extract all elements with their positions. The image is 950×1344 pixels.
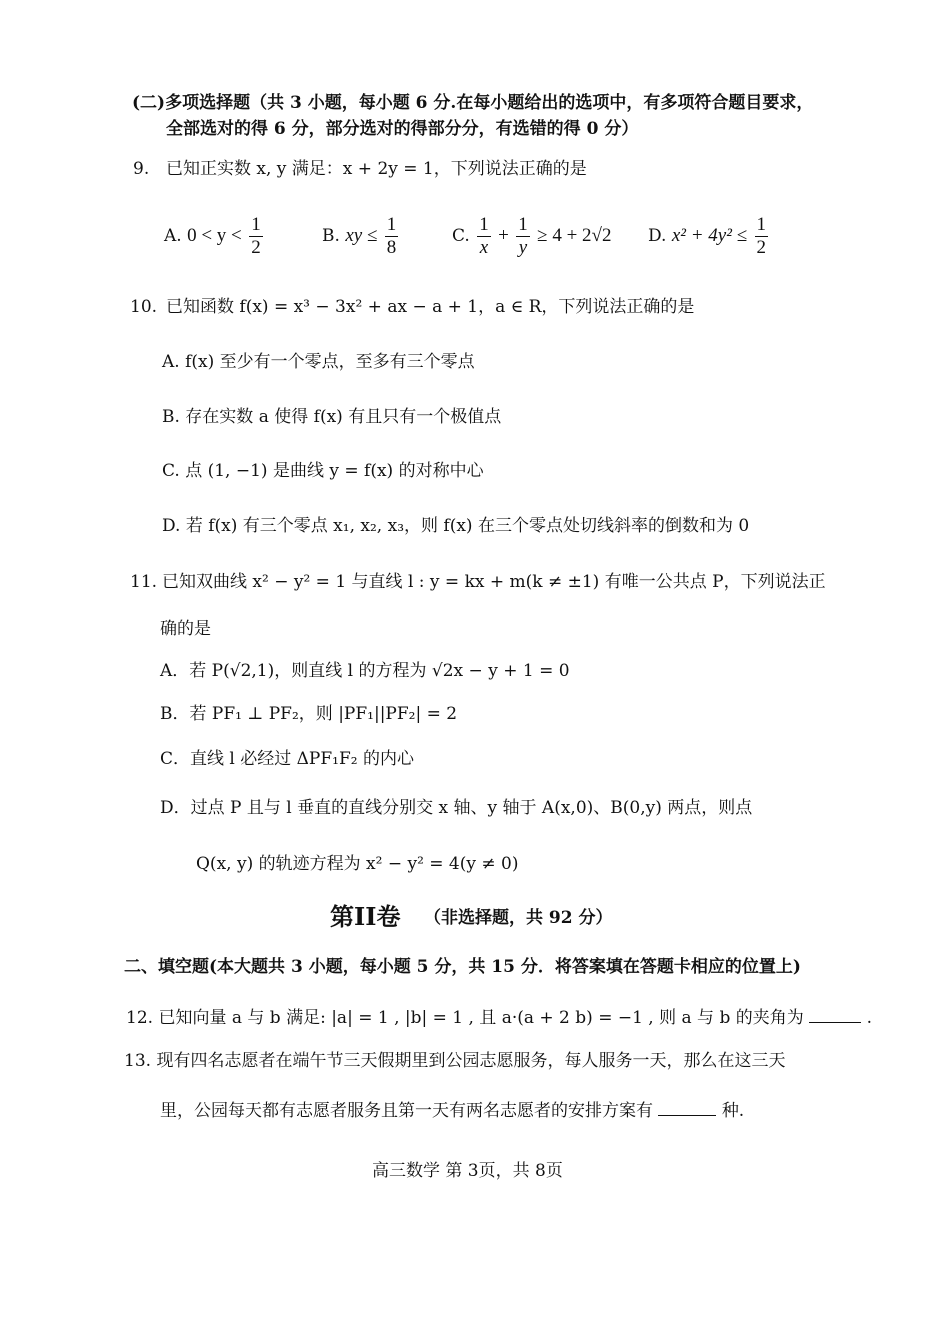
q11-stem-line2: 确的是 xyxy=(160,619,211,639)
q9-option-b-fraction xyxy=(385,214,399,259)
q13-answer-blank xyxy=(658,1097,716,1116)
q13-line1: 13. 现有四名志愿者在端午节三天假期里到公园志愿服务，每人服务一天，那么在这三天 xyxy=(124,1051,786,1071)
numerator: 1 xyxy=(251,214,261,235)
part2-subtitle: （非选择题，共 92 分） xyxy=(424,908,613,928)
numerator: 1 xyxy=(518,214,528,235)
q11-option-c: C．直线 l 必经过 ΔPF₁F₂ 的内心 xyxy=(160,749,414,769)
q9-number: 9. xyxy=(133,159,150,179)
q12-answer-blank xyxy=(809,1004,861,1023)
q12-period: . xyxy=(866,1008,872,1028)
q9-option-b-label: B. xyxy=(322,226,340,246)
q9-option-a xyxy=(164,214,265,259)
q9-option-b-expr: xy ≤ xyxy=(345,225,378,246)
denominator: x xyxy=(479,237,489,258)
section-multi-header-line1: (二)多项选择题（共 3 小题，每小题 6 分.在每小题给出的选项中，有多项符合题目要求， xyxy=(132,93,814,113)
q9-option-a-fraction xyxy=(249,214,263,259)
q9-option-c-fraction1 xyxy=(477,214,491,259)
q9-option-c-fraction2 xyxy=(516,214,530,259)
page-footer: 高三数学 第 3页，共 8页 xyxy=(372,1161,563,1181)
q11-stem-line1: 已知双曲线 x² − y² = 1 与直线 l : y = kx + m(k ≠ ±1) 有唯一公共点 P，下列说法正 xyxy=(162,572,826,592)
q9-option-c-expr: ≥ 4 + 2√2 xyxy=(537,225,612,246)
q9-option-d xyxy=(648,214,770,259)
q10-stem: 已知函数 f(x) = x³ − 3x² + ax − a + 1，a ∈ R，下列说法正确的是 xyxy=(166,297,695,317)
q9-option-d-fraction xyxy=(755,214,769,259)
q10-option-c: C. 点 (1, −1) 是曲线 y = f(x) 的对称中心 xyxy=(162,461,484,481)
q11-option-a: A．若 P(√2,1)，则直线 l 的方程为 √2x − y + 1 = 0 xyxy=(160,661,570,681)
q9-option-a-label: A. xyxy=(164,226,182,246)
q13-end: 种. xyxy=(721,1101,745,1121)
numerator: 1 xyxy=(386,214,397,235)
q12-line xyxy=(126,1004,872,1029)
q9-option-d-expr: x² + 4y² ≤ xyxy=(671,225,748,246)
q12-text: 12. 已知向量 a 与 b 满足: |a| = 1 , |b| = 1 , 且 a·(a + 2 b) = −1 , 则 a 与 b 的夹角为 xyxy=(126,1008,804,1028)
q9-option-d-label: D. xyxy=(648,226,667,246)
q13-line2 xyxy=(160,1097,744,1122)
part2-title: 第II卷 xyxy=(330,902,401,931)
denominator: 2 xyxy=(756,237,767,258)
numerator: 1 xyxy=(756,214,767,235)
plus-sign: + xyxy=(498,225,509,246)
denominator: 2 xyxy=(251,237,261,258)
q10-option-a: A. f(x) 至少有一个零点，至多有三个零点 xyxy=(162,352,475,372)
q11-option-b: B．若 PF₁ ⊥ PF₂，则 |PF₁||PF₂| = 2 xyxy=(160,704,458,724)
section-multi-header-line2: 全部选对的得 6 分，部分选对的得部分分，有选错的得 0 分） xyxy=(166,119,639,139)
q11-option-d-line2: Q(x, y) 的轨迹方程为 x² − y² = 4(y ≠ 0) xyxy=(196,854,519,874)
q10-option-d: D. 若 f(x) 有三个零点 x₁, x₂, x₃，则 f(x) 在三个零点处切线斜率的倒数和为 0 xyxy=(162,516,750,536)
q10-option-b: B. 存在实数 a 使得 f(x) 有且只有一个极值点 xyxy=(162,407,502,427)
q11-number: 11. xyxy=(130,572,158,592)
section-fill-header: 二、填空题(本大题共 3 小题，每小题 5 分，共 15 分．将答案填在答题卡相应的位置上) xyxy=(124,957,801,977)
denominator: 8 xyxy=(386,237,397,258)
numerator: 1 xyxy=(479,214,489,235)
q9-option-a-expr: 0 < y < xyxy=(187,225,242,246)
q9-option-c-label: C. xyxy=(452,226,470,246)
q13-text: 里，公园每天都有志愿者服务且第一天有两名志愿者的安排方案有 xyxy=(160,1101,653,1121)
q9-option-c xyxy=(452,214,611,259)
q9-stem: 已知正实数 x, y 满足：x + 2y = 1，下列说法正确的是 xyxy=(166,159,587,179)
q9-option-b xyxy=(322,214,400,259)
q10-number: 10. xyxy=(130,297,158,317)
q11-option-d-line1: D．过点 P 且与 l 垂直的直线分别交 x 轴、y 轴于 A(x,0)、B(0,y) 两点，则点 xyxy=(160,798,753,818)
denominator: y xyxy=(518,237,528,258)
